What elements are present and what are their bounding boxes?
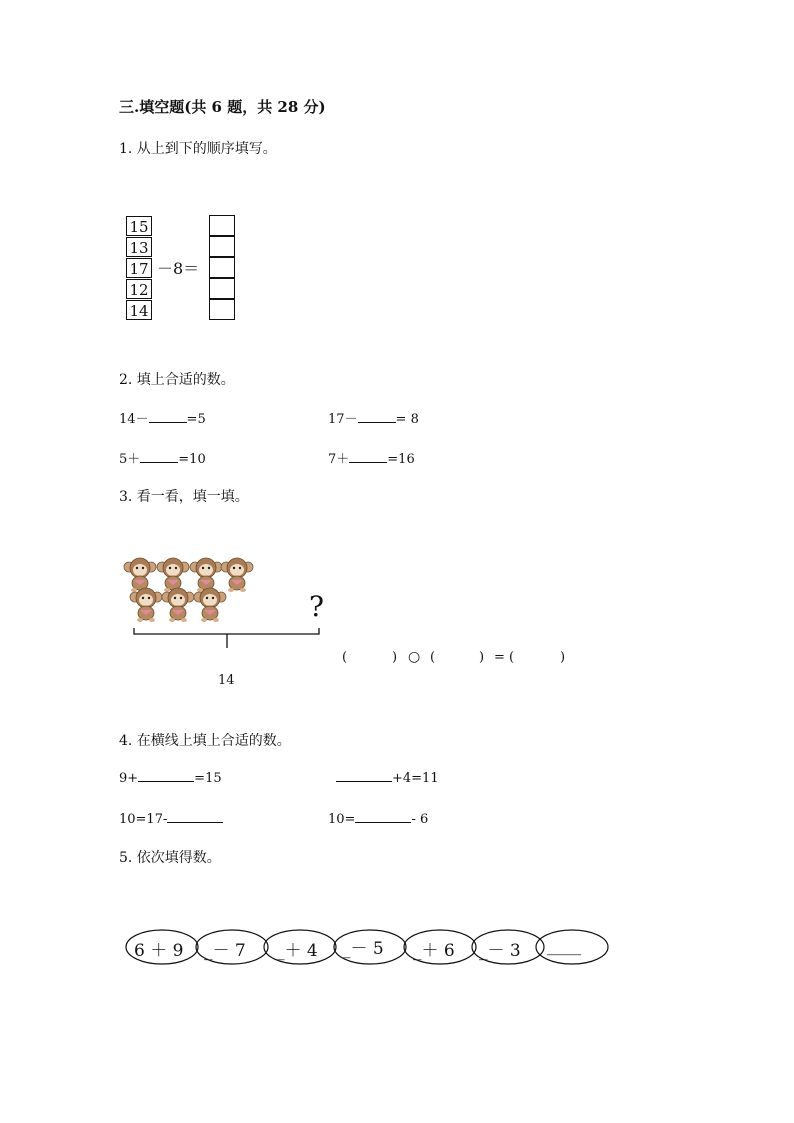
q5-oval-5[interactable]: _＋ 6 [413, 941, 455, 961]
q3-brace [130, 626, 325, 652]
q1-answer-box-2[interactable] [209, 236, 235, 257]
q1-answer-box-3[interactable] [209, 257, 235, 278]
q1-answer-box-5[interactable] [209, 299, 235, 320]
q3-paren-open-3: ( [509, 650, 515, 665]
q4-title: 4. 在横线上填上合适的数。 [119, 733, 291, 749]
q1-number-5: 14 [126, 300, 152, 320]
q4-line-4-left: 10= [328, 812, 356, 827]
q2-line-2-right: = 8 [395, 412, 419, 427]
q4-line-4-right: - 6 [411, 812, 429, 827]
q4-line-1 [119, 769, 222, 786]
q3-paren-close-3: ) [560, 650, 566, 665]
q2-line-2-blank[interactable] [358, 410, 396, 423]
q3-paren-close-2: ) [479, 650, 485, 665]
q5-oval-4[interactable]: _－ 5 [342, 939, 384, 959]
q2-line-3-left: 5＋ [119, 452, 141, 467]
q2-line-1-left: 14－ [119, 412, 149, 427]
q4-line-3 [119, 810, 223, 827]
q3-question-mark: ? [309, 590, 325, 623]
q4-line-1-blank[interactable] [138, 769, 194, 782]
q2-line-3-blank[interactable] [140, 450, 178, 463]
q1-number-3: 17 [126, 258, 152, 278]
q3-equals: = [494, 650, 505, 665]
q2-line-4 [328, 448, 415, 467]
q3-circle[interactable]: ○ [408, 649, 421, 665]
monkeys-picture [120, 556, 330, 636]
q5-oval-2[interactable]: _－ 7 [204, 941, 246, 961]
q2-line-2-left: 17－ [328, 412, 358, 427]
q4-line-2-blank[interactable] [336, 769, 392, 782]
q2-line-1-blank[interactable] [149, 410, 187, 423]
q2-title: 2. 填上合适的数。 [119, 372, 235, 388]
q2-line-4-blank[interactable] [349, 450, 387, 463]
q2-line-3 [119, 448, 206, 467]
section-heading: 三.填空题(共 6 题，共 28 分) [119, 98, 326, 116]
q2-line-3-right: =10 [178, 452, 206, 467]
q1-answer-box-1[interactable] [209, 215, 235, 236]
q1-operator: －8＝ [157, 259, 200, 278]
q4-line-4 [328, 810, 428, 827]
q4-line-2 [336, 769, 439, 786]
q2-line-1 [119, 408, 206, 427]
q4-line-4-blank[interactable] [355, 810, 411, 823]
q3-paren-open-2: ( [430, 650, 436, 665]
q3-total: 14 [218, 673, 235, 688]
q4-line-1-right: =15 [194, 771, 222, 786]
q5-oval-6[interactable]: _－ 3 [479, 941, 521, 961]
q2-line-4-left: 7＋ [328, 452, 350, 467]
q4-line-3-blank[interactable] [167, 810, 223, 823]
q5-title: 5. 依次填得数。 [119, 850, 221, 866]
q2-line-1-right: =5 [186, 412, 206, 427]
q1-number-1: 15 [126, 216, 152, 236]
q1-number-4: 12 [126, 279, 152, 299]
q2-line-4-right: =16 [387, 452, 415, 467]
q2-line-2 [328, 408, 419, 427]
q4-line-2-right: +4=11 [392, 771, 439, 786]
q4-line-3-left: 10=17- [119, 812, 168, 827]
q4-line-1-left: 9+ [119, 771, 139, 786]
q3-paren-open-1: ( [342, 650, 348, 665]
q3-title: 3. 看一看，填一填。 [119, 489, 249, 505]
q3-paren-close-1: ) [392, 650, 398, 665]
q5-oval-1: 6 ＋ 9 [134, 941, 184, 961]
q5-oval-3[interactable]: _＋ 4 [276, 941, 318, 961]
q1-number-2: 13 [126, 237, 152, 257]
q5-oval-7[interactable]: ____ [547, 936, 581, 956]
q1-answer-box-4[interactable] [209, 278, 235, 299]
q1-title: 1. 从上到下的顺序填写。 [119, 141, 277, 157]
